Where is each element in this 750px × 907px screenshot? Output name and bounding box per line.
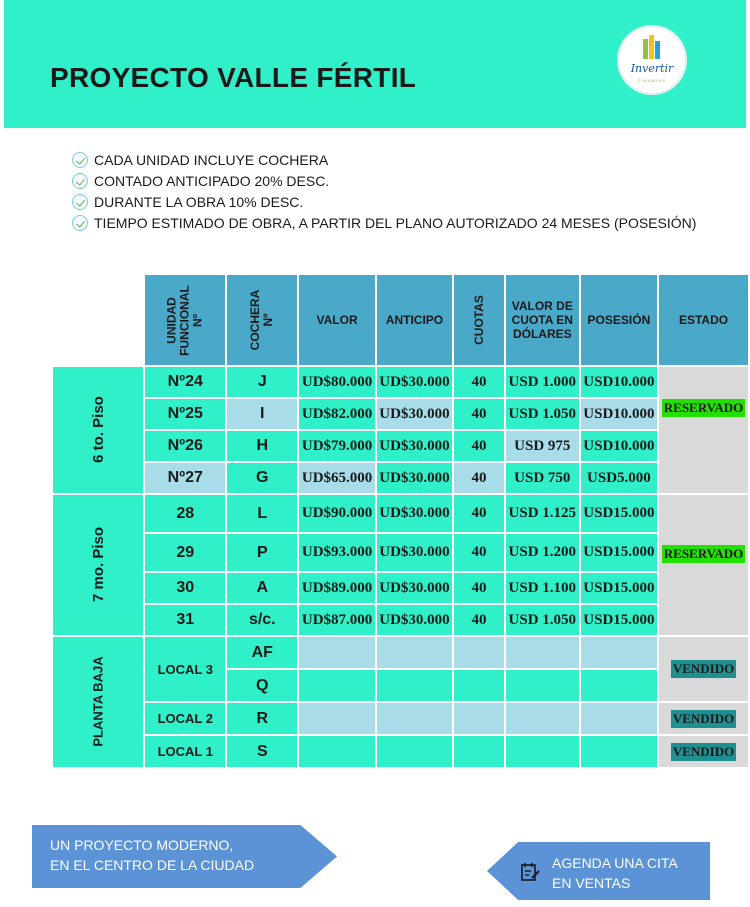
feature-text: DURANTE LA OBRA 10% DESC.	[94, 194, 304, 210]
cell-valor-cuota: USD 750	[506, 463, 579, 493]
cell-empty	[299, 703, 375, 734]
invertir-logo[interactable]	[617, 25, 687, 95]
cell-empty	[454, 670, 504, 701]
header-banner	[4, 0, 746, 128]
cell-empty	[299, 736, 375, 767]
cell-empty	[299, 637, 375, 668]
cell-cochera: R	[227, 703, 297, 734]
feature-text: CONTADO ANTICIPADO 20% DESC.	[94, 173, 330, 189]
table-header-row	[53, 275, 748, 365]
floor-label-6	[53, 367, 143, 493]
cell-cochera: P	[227, 534, 297, 571]
logo-subtext: FINANZAS	[638, 78, 666, 83]
table-row	[53, 367, 748, 397]
cell-valor-cuota: USD 1.200	[506, 534, 579, 571]
cell-empty	[454, 736, 504, 767]
cell-posesion: USD5.000	[581, 463, 657, 493]
cell-valor-cuota: USD 1.050	[506, 605, 579, 635]
feature-text: CADA UNIDAD INCLUYE COCHERA	[94, 152, 329, 168]
table-row	[53, 399, 748, 429]
cell-posesion: USD15.000	[581, 573, 657, 603]
table-row	[53, 736, 748, 767]
status-badge-reservado: RESERVADO	[663, 546, 744, 561]
cell-uf: LOCAL 2	[145, 703, 225, 734]
cell-cochera: Q	[227, 670, 297, 701]
cell-empty	[377, 637, 452, 668]
cell-posesion: USD15.000	[581, 534, 657, 571]
cell-valor-cuota: USD 1.100	[506, 573, 579, 603]
cell-posesion: USD15.000	[581, 495, 657, 532]
cell-estado	[659, 703, 748, 734]
floor-label-pb	[53, 637, 143, 767]
logo-text: Invertir	[630, 62, 674, 75]
feature-item	[72, 192, 712, 213]
cell-cuotas: 40	[454, 573, 504, 603]
cell-valor: UD$65.000	[299, 463, 375, 493]
banner-line: UN PROYECTO MODERNO,	[50, 837, 234, 853]
header-cuotas	[454, 275, 504, 365]
cell-valor: UD$93.000	[299, 534, 375, 571]
cell-cuotas: 40	[454, 495, 504, 532]
feature-text: TIEMPO ESTIMADO DE OBRA, A PARTIR DEL PLANO AUTORIZADO 24 MESES (POSESIÓN)	[94, 215, 697, 231]
cell-valor-cuota: USD 1.000	[506, 367, 579, 397]
cell-empty	[377, 703, 452, 734]
cell-valor: UD$82.000	[299, 399, 375, 429]
cell-estado	[659, 637, 748, 701]
check-bullet-icon	[72, 194, 88, 210]
header-spacer	[53, 275, 143, 365]
header-anticipo: ANTICIPO	[377, 275, 452, 365]
table-row	[53, 463, 748, 493]
cell-estado-group	[659, 367, 748, 493]
cell-cochera: J	[227, 367, 297, 397]
feature-list	[72, 150, 712, 234]
check-bullet-icon	[72, 215, 88, 231]
cell-anticipo: UD$30.000	[377, 573, 452, 603]
cell-empty	[581, 703, 657, 734]
cell-anticipo: UD$30.000	[377, 399, 452, 429]
estado-spacer	[659, 495, 748, 545]
feature-item	[72, 171, 712, 192]
button-line: EN VENTAS	[552, 875, 631, 891]
cell-cuotas: 40	[454, 367, 504, 397]
schedule-appointment-button[interactable]	[487, 842, 710, 900]
table-row	[53, 703, 748, 734]
cell-cochera: s/c.	[227, 605, 297, 635]
cell-uf: Nº26	[145, 431, 225, 461]
table-row	[53, 534, 748, 571]
cell-valor: UD$79.000	[299, 431, 375, 461]
cell-uf: 29	[145, 534, 225, 571]
cell-empty	[454, 703, 504, 734]
status-badge-vendido: VENDIDO	[672, 710, 735, 726]
cell-anticipo: UD$30.000	[377, 495, 452, 532]
cell-cochera: H	[227, 431, 297, 461]
cell-uf: LOCAL 1	[145, 736, 225, 767]
cell-cochera: S	[227, 736, 297, 767]
banner-line: EN EL CENTRO DE LA CIUDAD	[50, 857, 255, 873]
logo-building-icon	[641, 33, 663, 61]
cell-empty	[377, 736, 452, 767]
schedule-button-text	[552, 853, 678, 893]
cell-cochera: AF	[227, 637, 297, 668]
status-badge-vendido: VENDIDO	[672, 743, 735, 759]
floor-label-text: PLANTA BAJA	[90, 656, 106, 747]
table-row	[53, 637, 748, 668]
cell-posesion: USD10.000	[581, 367, 657, 397]
header-valor: VALOR	[299, 275, 375, 365]
cell-cuotas: 40	[454, 399, 504, 429]
cell-estado-group	[659, 495, 748, 635]
header-cochera	[227, 275, 297, 365]
cell-empty	[299, 670, 375, 701]
cell-empty	[454, 637, 504, 668]
cell-valor-cuota: USD 1.125	[506, 495, 579, 532]
header-cochera-text: COCHERA Nº	[248, 289, 276, 351]
cell-posesion: USD10.000	[581, 399, 657, 429]
check-bullet-icon	[72, 152, 88, 168]
header-uf	[145, 275, 225, 365]
cell-uf: 28	[145, 495, 225, 532]
status-badge-reservado: RESERVADO	[663, 400, 744, 415]
cell-valor: UD$80.000	[299, 367, 375, 397]
cell-uf: LOCAL 3	[145, 637, 225, 701]
cell-cuotas: 40	[454, 431, 504, 461]
cell-empty	[506, 736, 579, 767]
calendar-edit-icon	[521, 862, 541, 882]
cell-uf: Nº24	[145, 367, 225, 397]
cell-uf: Nº27	[145, 463, 225, 493]
status-badge-vendido: VENDIDO	[672, 661, 735, 676]
cell-cochera: I	[227, 399, 297, 429]
table-row	[53, 573, 748, 603]
cell-cochera: G	[227, 463, 297, 493]
cell-empty	[506, 670, 579, 701]
cell-empty	[581, 670, 657, 701]
floor-label-7	[53, 495, 143, 635]
header-cuotas-text: CUOTAS	[471, 295, 486, 345]
cell-posesion: USD10.000	[581, 431, 657, 461]
header-estado: ESTADO	[659, 275, 748, 365]
cell-uf: 30	[145, 573, 225, 603]
page-title: PROYECTO VALLE FÉRTIL	[50, 62, 417, 93]
cell-cochera: L	[227, 495, 297, 532]
cell-estado	[659, 736, 748, 767]
cell-empty	[377, 670, 452, 701]
cell-anticipo: UD$30.000	[377, 605, 452, 635]
header-valor-cuota: VALOR DE CUOTA EN DÓLARES	[506, 275, 579, 365]
project-banner-text	[50, 835, 254, 875]
cell-valor: UD$90.000	[299, 495, 375, 532]
cell-cuotas: 40	[454, 534, 504, 571]
cell-valor-cuota: USD 1.050	[506, 399, 579, 429]
table-row	[53, 431, 748, 461]
table-row	[53, 605, 748, 635]
table-row	[53, 495, 748, 532]
estado-spacer	[659, 367, 748, 399]
cell-uf: Nº25	[145, 399, 225, 429]
cell-posesion: USD15.000	[581, 605, 657, 635]
cell-uf: 31	[145, 605, 225, 635]
button-line: AGENDA UNA CITA	[552, 855, 678, 871]
floor-label-text: 7 mo. Piso	[89, 526, 107, 603]
units-table	[51, 273, 750, 769]
cell-empty	[581, 736, 657, 767]
cell-anticipo: UD$30.000	[377, 534, 452, 571]
cell-empty	[506, 637, 579, 668]
cell-empty	[506, 703, 579, 734]
feature-item	[72, 150, 712, 171]
cell-empty	[581, 637, 657, 668]
cell-anticipo: UD$30.000	[377, 367, 452, 397]
cell-valor: UD$89.000	[299, 573, 375, 603]
feature-item	[72, 213, 712, 234]
floor-label-text: 6 to. Piso	[89, 396, 107, 463]
check-bullet-icon	[72, 173, 88, 189]
cell-cuotas: 40	[454, 605, 504, 635]
project-banner-arrow	[32, 825, 337, 888]
header-posesion: POSESIÓN	[581, 275, 657, 365]
cell-anticipo: UD$30.000	[377, 463, 452, 493]
cell-cochera: A	[227, 573, 297, 603]
cell-valor-cuota: USD 975	[506, 431, 579, 461]
cell-anticipo: UD$30.000	[377, 431, 452, 461]
header-uf-text: UNIDAD FUNCIONAL Nº	[164, 284, 205, 356]
cell-valor: UD$87.000	[299, 605, 375, 635]
cell-cuotas: 40	[454, 463, 504, 493]
